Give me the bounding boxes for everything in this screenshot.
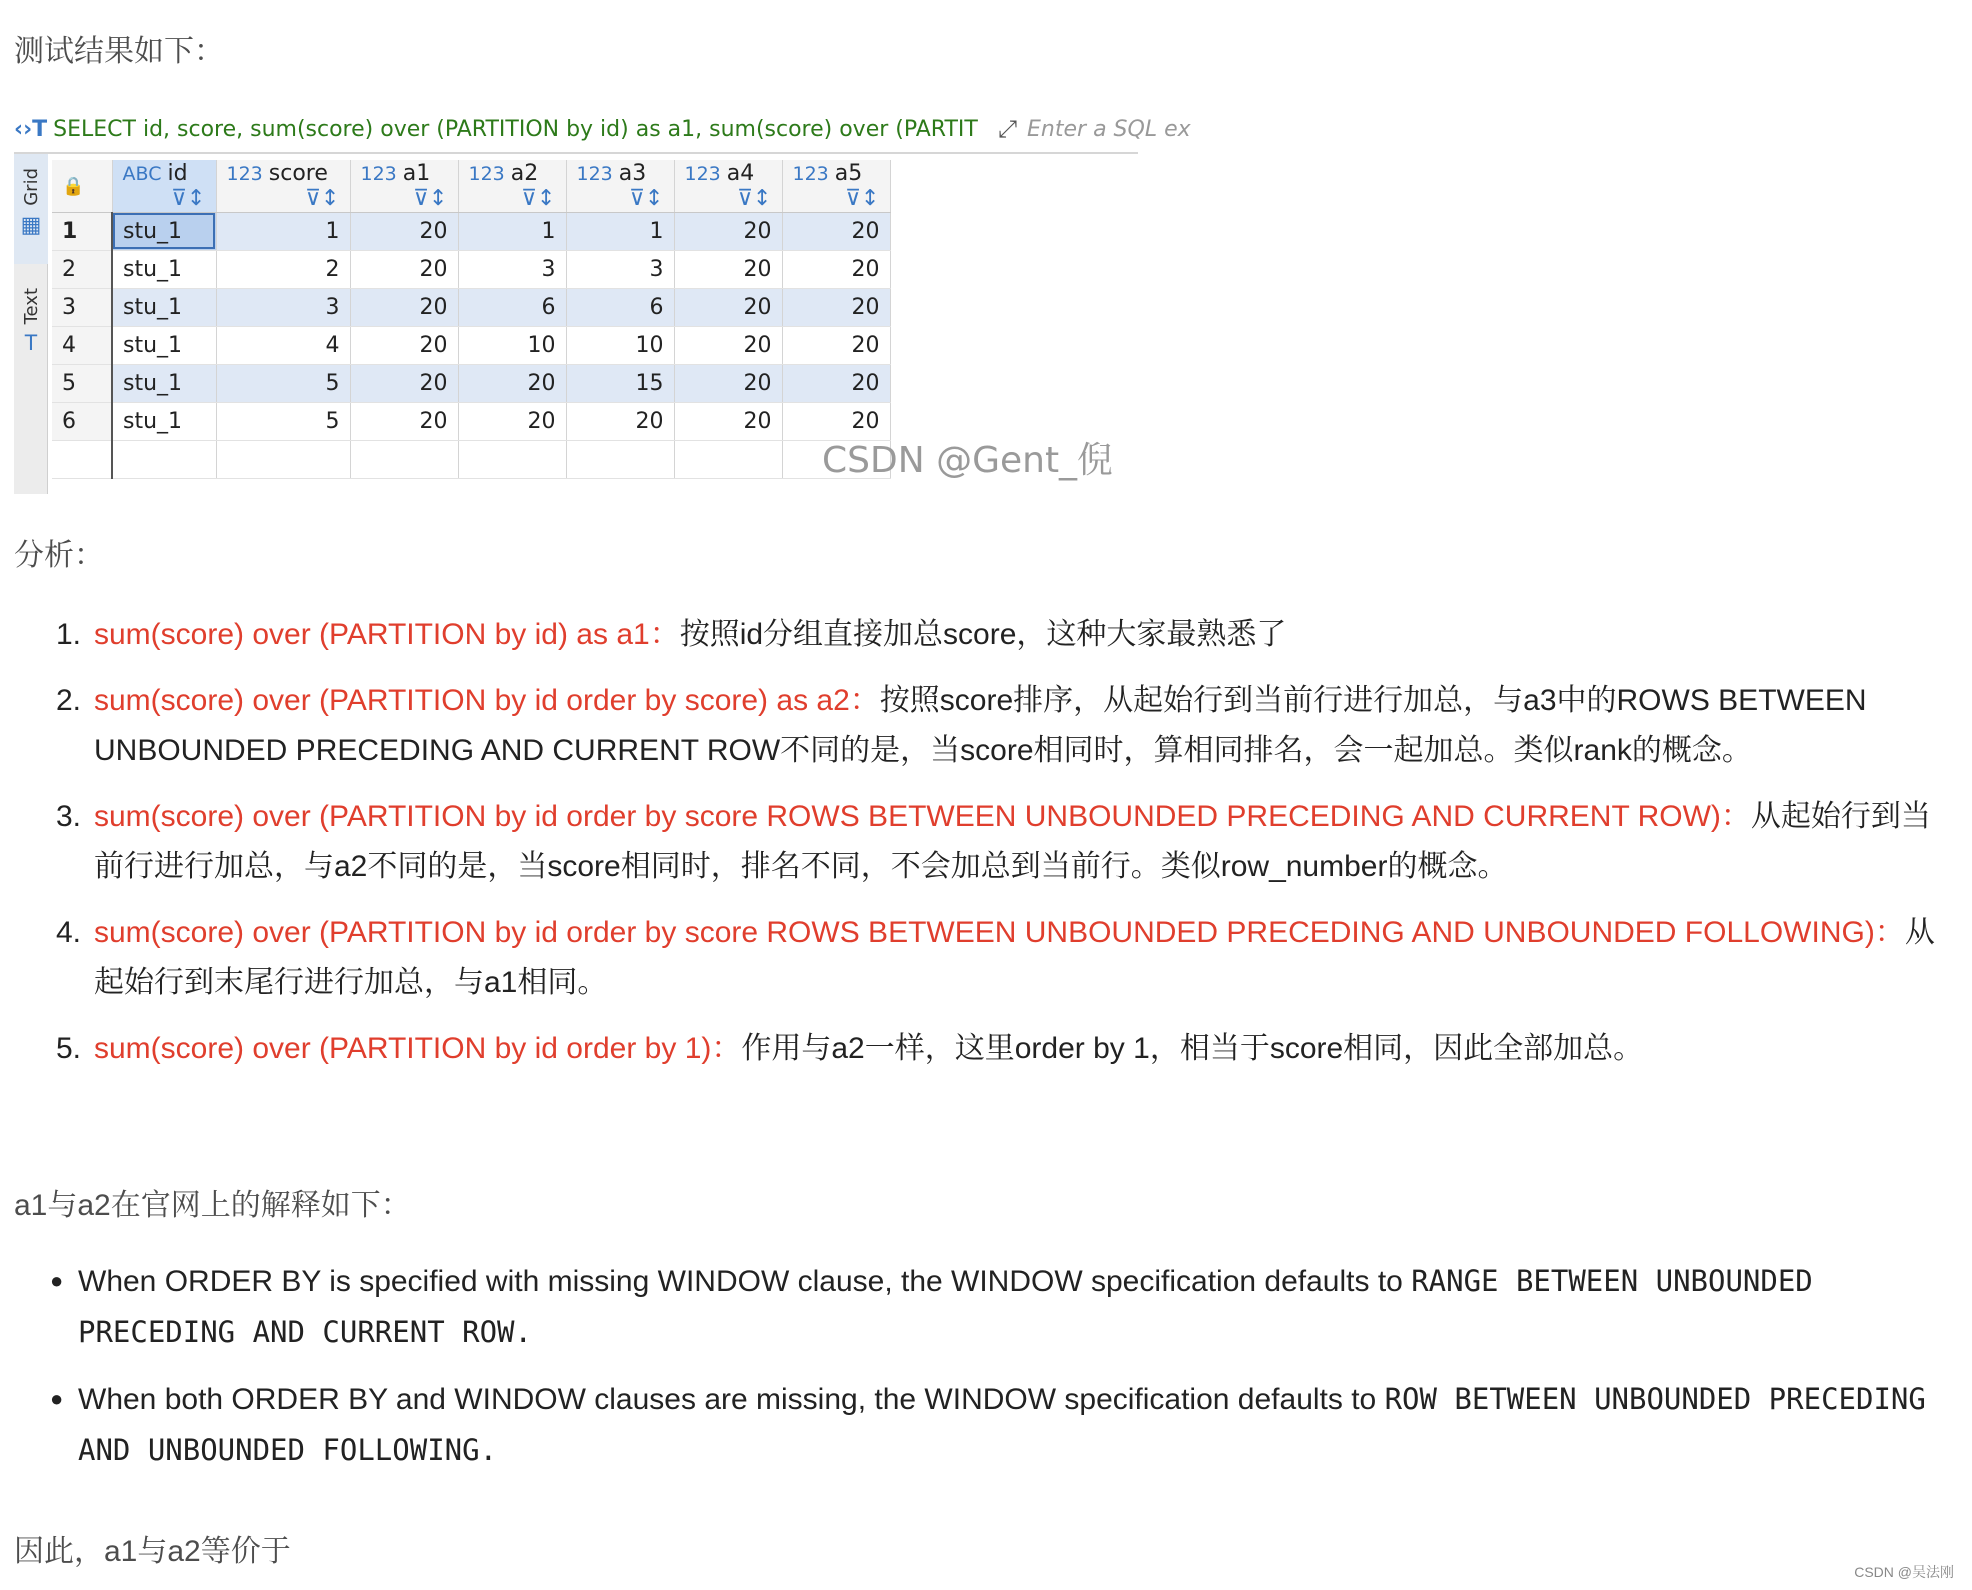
table-cell[interactable]: 20 [782,288,890,326]
type-badge: 123 [360,162,397,185]
text-icon: T [24,330,38,356]
tab-text[interactable] [14,274,48,384]
column-header-a2[interactable] [458,160,566,212]
type-badge: 123 [226,162,263,185]
table-cell[interactable]: 1 [458,212,566,250]
column-name: score [268,160,328,186]
table-cell[interactable]: 4 [216,326,350,364]
sql-expression: sum(score) over (PARTITION by id order by score ROWS BETWEEN UNBOUNDED PRECEDING AND CURRENT ROW)： [94,800,1751,833]
bullet-icon: ● [50,1386,64,1411]
table-cell[interactable]: 20 [350,250,458,288]
table-row[interactable] [52,402,890,440]
list-item [56,908,1946,1008]
table-cell[interactable]: 3 [216,288,350,326]
table-cell [458,440,566,478]
list-number: 5. [56,1032,82,1065]
table-cell[interactable]: 20 [782,364,890,402]
type-badge: 123 [684,162,721,185]
table-cell[interactable]: 20 [674,212,782,250]
table-cell[interactable]: stu_1 [112,326,216,364]
expand-icon[interactable]: ⤢ [997,115,1018,143]
filter-sort-icon[interactable]: ⊽↕ [628,185,664,211]
table-row[interactable] [52,212,890,250]
column-header-a1[interactable] [350,160,458,212]
official-heading: a1与a2在官网上的解释如下： [14,1189,411,1222]
column-name: a5 [834,160,863,186]
list-item [56,1024,1946,1074]
row-number[interactable]: 2 [52,250,112,288]
table-cell [112,440,216,478]
table-cell[interactable]: 20 [350,288,458,326]
column-name: a2 [510,160,539,186]
row-number[interactable]: 1 [52,212,112,250]
result-table [52,160,891,479]
column-header-a4[interactable] [674,160,782,212]
type-badge: 123 [792,162,829,185]
table-cell[interactable]: 10 [458,326,566,364]
table-cell[interactable]: 20 [350,212,458,250]
table-cell [674,440,782,478]
table-row[interactable] [52,364,890,402]
column-header-id[interactable] [112,160,216,212]
table-cell[interactable]: 20 [782,326,890,364]
explanation: 从起始行到末尾行进行加总，与a1相同。 [94,916,1935,999]
column-name: a1 [402,160,431,186]
row-number[interactable]: 4 [52,326,112,364]
table-cell[interactable]: 20 [782,250,890,288]
table-cell[interactable]: 3 [458,250,566,288]
column-header-score[interactable] [216,160,350,212]
filter-sort-icon[interactable]: ⊽↕ [844,185,880,211]
table-cell[interactable]: 20 [458,364,566,402]
filter-sort-icon[interactable]: ⊽↕ [736,185,772,211]
table-cell [566,440,674,478]
table-cell[interactable]: 20 [350,402,458,440]
code-snippet: ROW BETWEEN UNBOUNDED PRECEDING AND UNBOUNDED FOLLOWING. [78,1382,1926,1467]
row-number [52,440,112,478]
table-cell[interactable]: stu_1 [112,250,216,288]
empty-row [52,440,890,478]
table-row[interactable] [52,288,890,326]
row-number[interactable]: 5 [52,364,112,402]
list-item [56,792,1946,892]
table-cell[interactable]: 20 [674,326,782,364]
list-number: 4. [56,916,82,949]
explanation: 从起始行到当前行进行加总，与a2不同的是，当score相同时，排名不同，不会加总到当前行。类似row_number的概念。 [94,800,1931,883]
table-cell[interactable]: 20 [566,402,674,440]
header-row [52,160,890,212]
table-cell[interactable]: stu_1 [112,212,216,250]
table-cell[interactable]: 5 [216,364,350,402]
list-item [50,1256,1940,1358]
type-badge: 123 [468,162,505,185]
type-badge: ABC [122,162,162,185]
sql-text-icon: ‹›T [14,116,48,142]
table-cell[interactable]: 20 [674,402,782,440]
list-item [56,676,1946,776]
explanation: When ORDER BY is specified with missing WINDOW clause, the WINDOW specification defaults to [78,1265,1412,1298]
column-header-a3[interactable] [566,160,674,212]
analysis-list [56,610,1946,1090]
table-cell[interactable]: 20 [350,364,458,402]
list-number: 3. [56,800,82,833]
code-snippet: RANGE BETWEEN UNBOUNDED PRECEDING AND CURRENT ROW. [78,1264,1813,1349]
tab-grid-label: Grid [20,168,42,206]
type-badge: 123 [576,162,613,185]
conclusion-text: 因此，a1与a2等价于 [14,1535,291,1568]
tab-text-label: Text [20,288,42,325]
watermark: CSDN @Gent_倪 [822,440,1114,481]
site-watermark: CSDN @吴法刚 [1854,1564,1954,1580]
filter-sort-icon[interactable]: ⊽↕ [412,185,448,211]
filter-sort-icon[interactable]: ⊽↕ [520,185,556,211]
bullet-icon: ● [50,1268,64,1293]
lock-icon: 🔒 [62,176,85,198]
table-cell[interactable]: 1 [566,212,674,250]
table-cell[interactable]: 20 [674,250,782,288]
explanation: 按照id分组直接加总score，这种大家最熟悉了 [679,618,1287,651]
explanation: 作用与a2一样，这里order by 1，相当于score相同，因此全部加总。 [741,1032,1644,1065]
table-cell [216,440,350,478]
table-cell[interactable]: 20 [782,402,890,440]
explanation: 按照score排序，从起始行到当前行进行加总，与a3中的ROWS BETWEEN UNBOUNDED PRECEDING AND CURRENT ROW不同的是，当score相同时，算相同排名，会一起加总。类似rank的概念。 [94,684,1867,767]
table-cell[interactable]: 6 [458,288,566,326]
sql-expression: sum(score) over (PARTITION by id order by score) as a2： [94,684,880,717]
sql-query-text[interactable]: SELECT id, score, sum(score) over (PARTITION by id) as a1, sum(score) over (PARTIT [53,116,978,142]
table-cell[interactable]: 6 [566,288,674,326]
column-name: a3 [618,160,647,186]
row-number[interactable]: 6 [52,402,112,440]
grid-icon: ▦ [20,211,42,237]
table-cell[interactable]: 20 [782,212,890,250]
tab-grid[interactable] [14,154,48,264]
column-header-a5[interactable] [782,160,890,212]
table-cell [350,440,458,478]
list-number: 2. [56,684,82,717]
table-cell[interactable]: stu_1 [112,364,216,402]
sql-expression: sum(score) over (PARTITION by id order by score ROWS BETWEEN UNBOUNDED PRECEDING AND UNBOUNDED FOLLOWING)： [94,916,1905,949]
table-cell[interactable]: 15 [566,364,674,402]
table-cell[interactable]: 20 [350,326,458,364]
table-cell[interactable]: stu_1 [112,402,216,440]
view-side-tabs [14,154,48,494]
table-cell[interactable]: 20 [674,364,782,402]
table-cell[interactable]: 3 [566,250,674,288]
explanation: When both ORDER BY and WINDOW clauses are missing, the WINDOW specification defaults to [78,1383,1385,1416]
sql-expression: sum(score) over (PARTITION by id order by 1)： [94,1032,742,1065]
header-corner[interactable] [52,160,112,212]
list-number: 1. [56,618,82,651]
row-number[interactable]: 3 [52,288,112,326]
filter-sort-icon[interactable]: ⊽↕ [170,185,206,211]
official-explanation-list [50,1256,1940,1492]
table-row[interactable] [52,326,890,364]
table-cell[interactable]: 1 [216,212,350,250]
table-cell[interactable]: 10 [566,326,674,364]
list-item [50,1374,1940,1476]
intro-text: 测试结果如下： [14,35,224,68]
list-item [56,610,1946,660]
filter-sort-icon[interactable]: ⊽↕ [304,185,340,211]
table-cell[interactable]: stu_1 [112,288,216,326]
sql-query-bar[interactable] [14,108,1191,150]
table-cell[interactable]: 5 [216,402,350,440]
table-cell[interactable]: 20 [458,402,566,440]
sql-expression: sum(score) over (PARTITION by id) as a1： [94,618,680,651]
table-cell[interactable]: 20 [674,288,782,326]
analysis-heading: 分析： [14,539,104,572]
table-row[interactable] [52,250,890,288]
column-name: a4 [726,160,755,186]
sql-filter-placeholder[interactable]: Enter a SQL ex [1027,116,1191,142]
column-name: id [167,160,188,186]
table-cell[interactable]: 2 [216,250,350,288]
